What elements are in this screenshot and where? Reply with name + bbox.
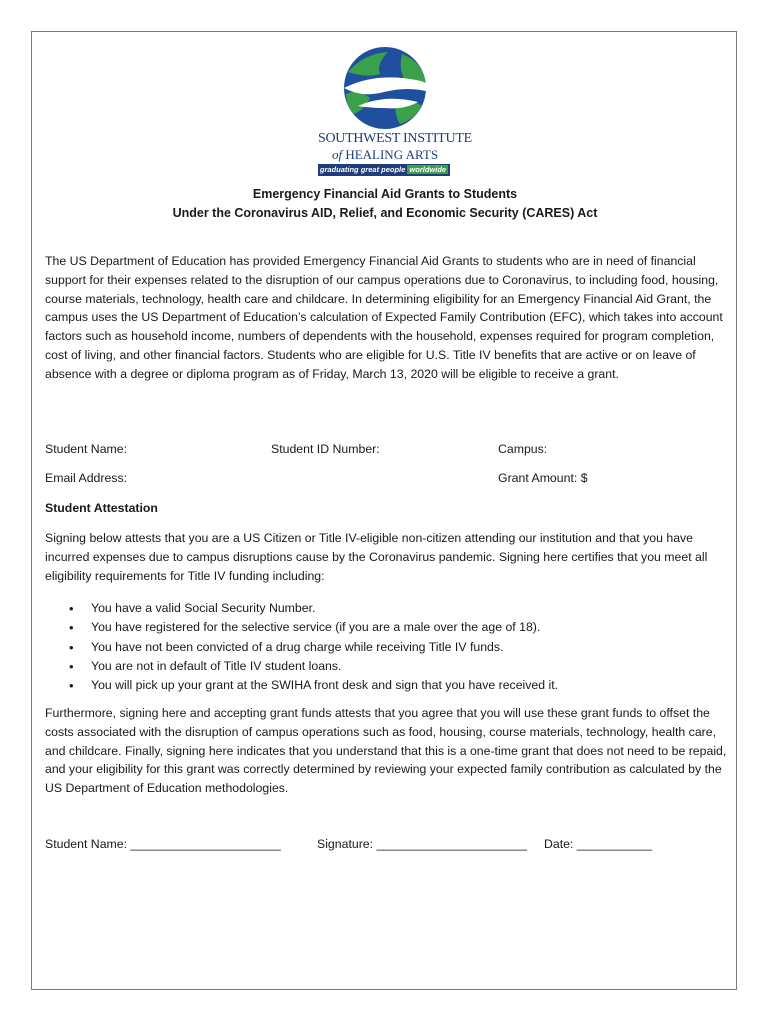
student-id-label: Student ID Number:: [271, 442, 380, 456]
intro-paragraph: The US Department of Education has provided Emergency Financial Aid Grants to students who are in need of financial support for their expenses related to the disruption of our campus operations due to Coronavirus, to including food, housing, course materials, technology, health care and childcare. In determining eligibility for an Emergency Financial Aid Grant, the campus uses the US Department of Education’s calculation of Expected Family Contribution (EFC), which takes into account factors such as household income, numbers of dependents with the household, expenses required for program completion, cost of living, and other financial factors. Students who are eligible for U.S. Title IV benefits that are active or on leave of absence with a degree or diploma program as of Friday, March 13, 2020 will be eligible to receive a grant.: [45, 254, 723, 381]
email-label: Email Address:: [45, 471, 128, 485]
list-item: • You have registered for the selective service (if you are a male over the age of 18).: [45, 618, 558, 637]
logo-name-rest: HEALING ARTS: [345, 147, 439, 162]
campus-label: Campus:: [498, 442, 548, 456]
globe-icon: [318, 44, 452, 130]
agreement-paragraph: Furthermore, signing here and accepting grant funds attests that you agree that you will use these grant funds to offset the costs associated with the disruption of campus operations such as food, housing, course materials, technology, health care, and childcare. Finally, signing here indicates that you understand that this is a one-time grant that does not need to be repaid, and your eligibility for this grant was correctly determined by reviewing your expected family contribution as calculated by the US Department of Education methodologies.: [45, 706, 727, 796]
list-item: • You have a valid Social Security Number.: [45, 599, 558, 618]
grant-amount-label: Grant Amount: $: [498, 471, 588, 485]
logo-name-line1: SOUTHWEST INSTITUTE: [318, 131, 472, 146]
logo-tagline: [318, 164, 450, 176]
tagline-main: graduating great people: [319, 165, 406, 174]
list-item: • You have not been convicted of a drug charge while receiving Title IV funds.: [45, 638, 558, 657]
logo-name-prefix: of: [331, 147, 343, 162]
list-item: • You are not in default of Title IV student loans.: [45, 657, 558, 676]
signature-field: Signature: ______________________: [317, 837, 527, 851]
eligibility-list: [45, 599, 558, 695]
title-line2: Under the Coronavirus AID, Relief, and Economic Security (CARES) Act: [172, 206, 598, 220]
student-name-label: Student Name:: [45, 442, 128, 456]
date-field: Date: ___________: [544, 837, 653, 851]
signature-student-name: Student Name: ______________________: [45, 837, 281, 851]
document-page: [31, 31, 737, 990]
attestation-heading: Student Attestation: [45, 501, 158, 515]
list-item: • You will pick up your grant at the SWIHA front desk and sign that you have received it.: [45, 676, 558, 695]
attestation-paragraph: Signing below attests that you are a US Citizen or Title IV-eligible non-citizen attending our institution and that you have incurred expenses due to campus disruptions cause by the Coronavirus pandemic. Signing here certifies that you meet all eligibility requirements for Title IV funding including:: [45, 531, 708, 583]
tagline-highlight: worldwide: [409, 165, 447, 174]
title-line1: Emergency Financial Aid Grants to Students: [252, 187, 518, 201]
swiha-logo: [318, 44, 472, 174]
logo-name-line2: [318, 147, 452, 163]
